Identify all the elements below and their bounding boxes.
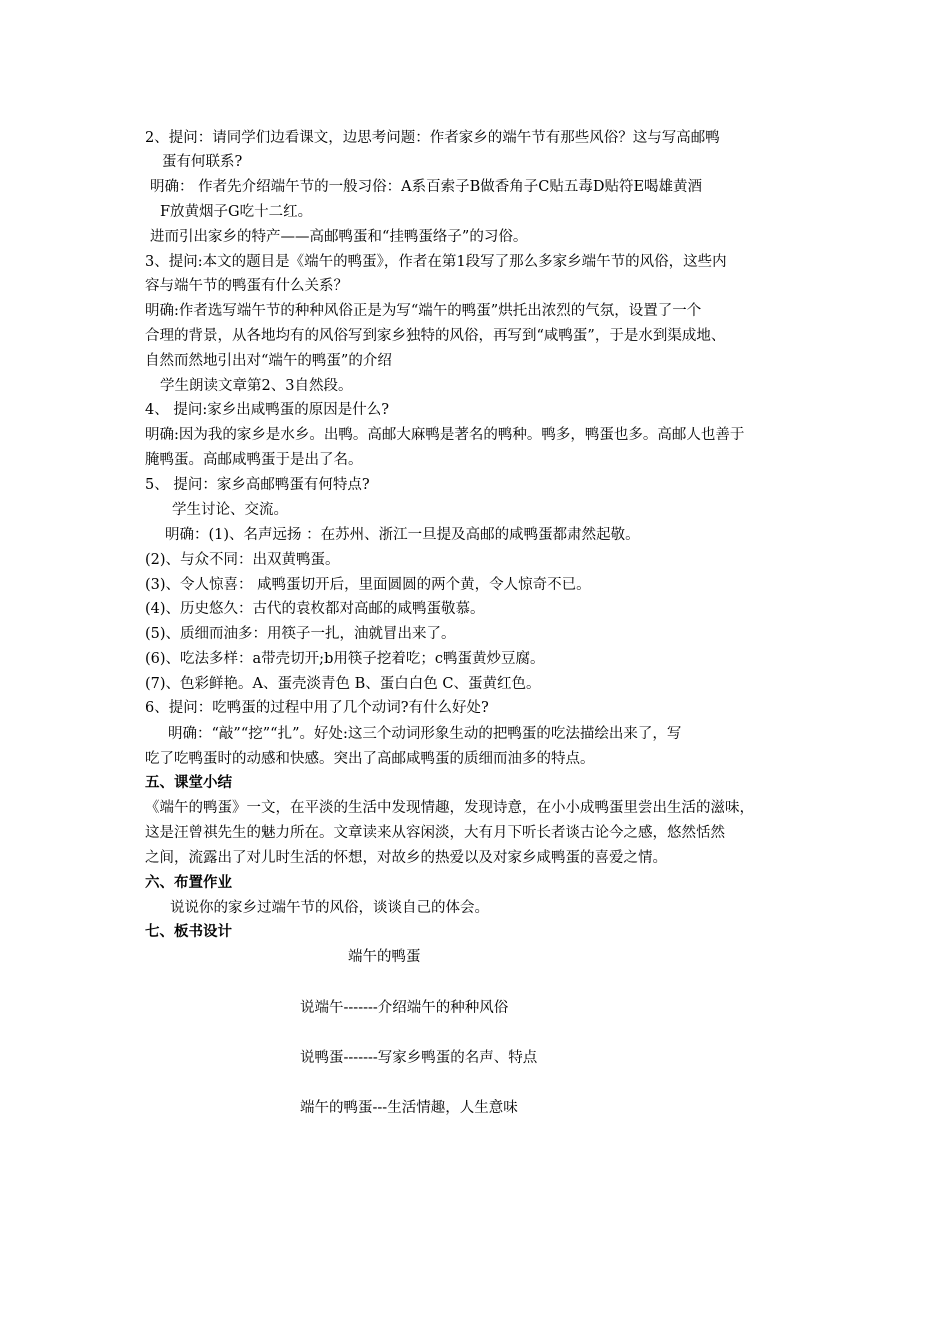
reading-instruction: 学生朗读文章第2、3自然段。 — [160, 378, 353, 394]
section-board-heading: 七、板书设计 — [145, 923, 232, 940]
board-item-3: 端午的鸭蛋---生活情趣，人生意味 — [300, 1100, 518, 1116]
q3-answer-line3: 自然而然地引出对“端午的鸭蛋”的介绍 — [145, 353, 392, 369]
board-title: 端午的鸭蛋 — [348, 949, 421, 965]
q2-question-line2: 蛋有何联系? — [162, 154, 243, 170]
q2-answer-line1: 明确： 作者先介绍端午节的一般习俗：A系百索子B做香角子C贴五毒D贴符E喝雄黄酒 — [150, 179, 703, 195]
q2-answer-line3: 进而引出家乡的特产——高邮鸭蛋和“挂鸭蛋络子”的习俗。 — [150, 229, 528, 245]
q5-answer-7: (7)、色彩鲜艳。A、蛋壳淡青色 B、蛋白白色 C、蛋黄红色。 — [145, 676, 541, 692]
section-summary-heading: 五、课堂小结 — [145, 774, 232, 791]
summary-line3: 之间，流露出了对儿时生活的怀想，对故乡的热爱以及对家乡咸鸭蛋的喜爱之情。 — [145, 850, 667, 866]
q4-answer-line1: 明确:因为我的家乡是水乡。出鸭。高邮大麻鸭是著名的鸭种。鸭多，鸭蛋也多。高邮人也善于 — [145, 427, 745, 443]
q5-answer-5: (5)、质细而油多：用筷子一扎，油就冒出来了。 — [145, 626, 456, 642]
q4-answer-line2: 腌鸭蛋。高邮咸鸭蛋于是出了名。 — [145, 452, 363, 468]
q2-answer-line2: F放黄烟子G吃十二红。 — [160, 204, 313, 220]
q6-answer-line2: 吃了吃鸭蛋时的动感和快感。突出了高邮咸鸭蛋的质细而油多的特点。 — [145, 751, 595, 767]
q5-answer-2: (2)、与众不同：出双黄鸭蛋。 — [145, 552, 340, 568]
homework-text: 说说你的家乡过端午节的风俗，谈谈自己的体会。 — [170, 900, 489, 916]
q3-answer-line1: 明确:作者选写端午节的种种风俗正是为写“端午的鸭蛋”烘托出浓烈的气氛，设置了一个 — [145, 303, 702, 319]
board-item-2: 说鸭蛋-------写家乡鸭蛋的名声、特点 — [300, 1050, 538, 1066]
q5-answer-1: 明确：(1)、名声远扬 ：在苏州、浙江一旦提及高邮的咸鸭蛋都肃然起敬。 — [165, 527, 640, 543]
q6-answer-line1: 明确：“敲”“挖”“扎”。好处:这三个动词形象生动的把鸭蛋的吃法描绘出来了，写 — [168, 726, 682, 742]
q6-question: 6、提问：吃鸭蛋的过程中用了几个动词?有什么好处? — [145, 700, 489, 716]
summary-line1: 《端午的鸭蛋》一文，在平淡的生活中发现情趣，发现诗意，在小小成鸭蛋里尝出生活的滋味， — [145, 800, 754, 816]
section-homework-heading: 六、布置作业 — [145, 874, 232, 891]
q2-question-line1: 2、提问：请同学们边看课文，边思考问题：作者家乡的端午节有那些风俗？这与写高邮鸭 — [145, 130, 720, 146]
q5-question: 5、 提问：家乡高邮鸭蛋有何特点? — [145, 477, 370, 493]
q5-answer-3: (3)、令人惊喜： 咸鸭蛋切开后，里面圆圆的两个黄，令人惊奇不已。 — [145, 577, 591, 593]
q5-discussion: 学生讨论、交流。 — [172, 502, 288, 518]
q4-question: 4、 提问:家乡出咸鸭蛋的原因是什么? — [145, 402, 389, 418]
q5-answer-4: (4)、历史悠久：古代的袁枚都对高邮的咸鸭蛋敬慕。 — [145, 601, 485, 617]
q5-answer-6: (6)、吃法多样：a带壳切开;b用筷子挖着吃；c鸭蛋黄炒豆腐。 — [145, 651, 545, 667]
q3-question-line1: 3、提问:本文的题目是《端午的鸭蛋》，作者在第1段写了那么多家乡端午节的风俗，这些内 — [145, 254, 727, 270]
board-item-1: 说端午-------介绍端午的种种风俗 — [300, 1000, 509, 1016]
q3-answer-line2: 合理的背景，从各地均有的风俗写到家乡独特的风俗，再写到“咸鸭蛋”，于是水到渠成地、 — [145, 328, 726, 344]
summary-line2: 这是汪曾祺先生的魅力所在。文章读来从容闲淡，大有月下听长者谈古论今之感，悠然恬然 — [145, 825, 725, 841]
q3-question-line2: 容与端午节的鸭蛋有什么关系？ — [145, 278, 348, 294]
